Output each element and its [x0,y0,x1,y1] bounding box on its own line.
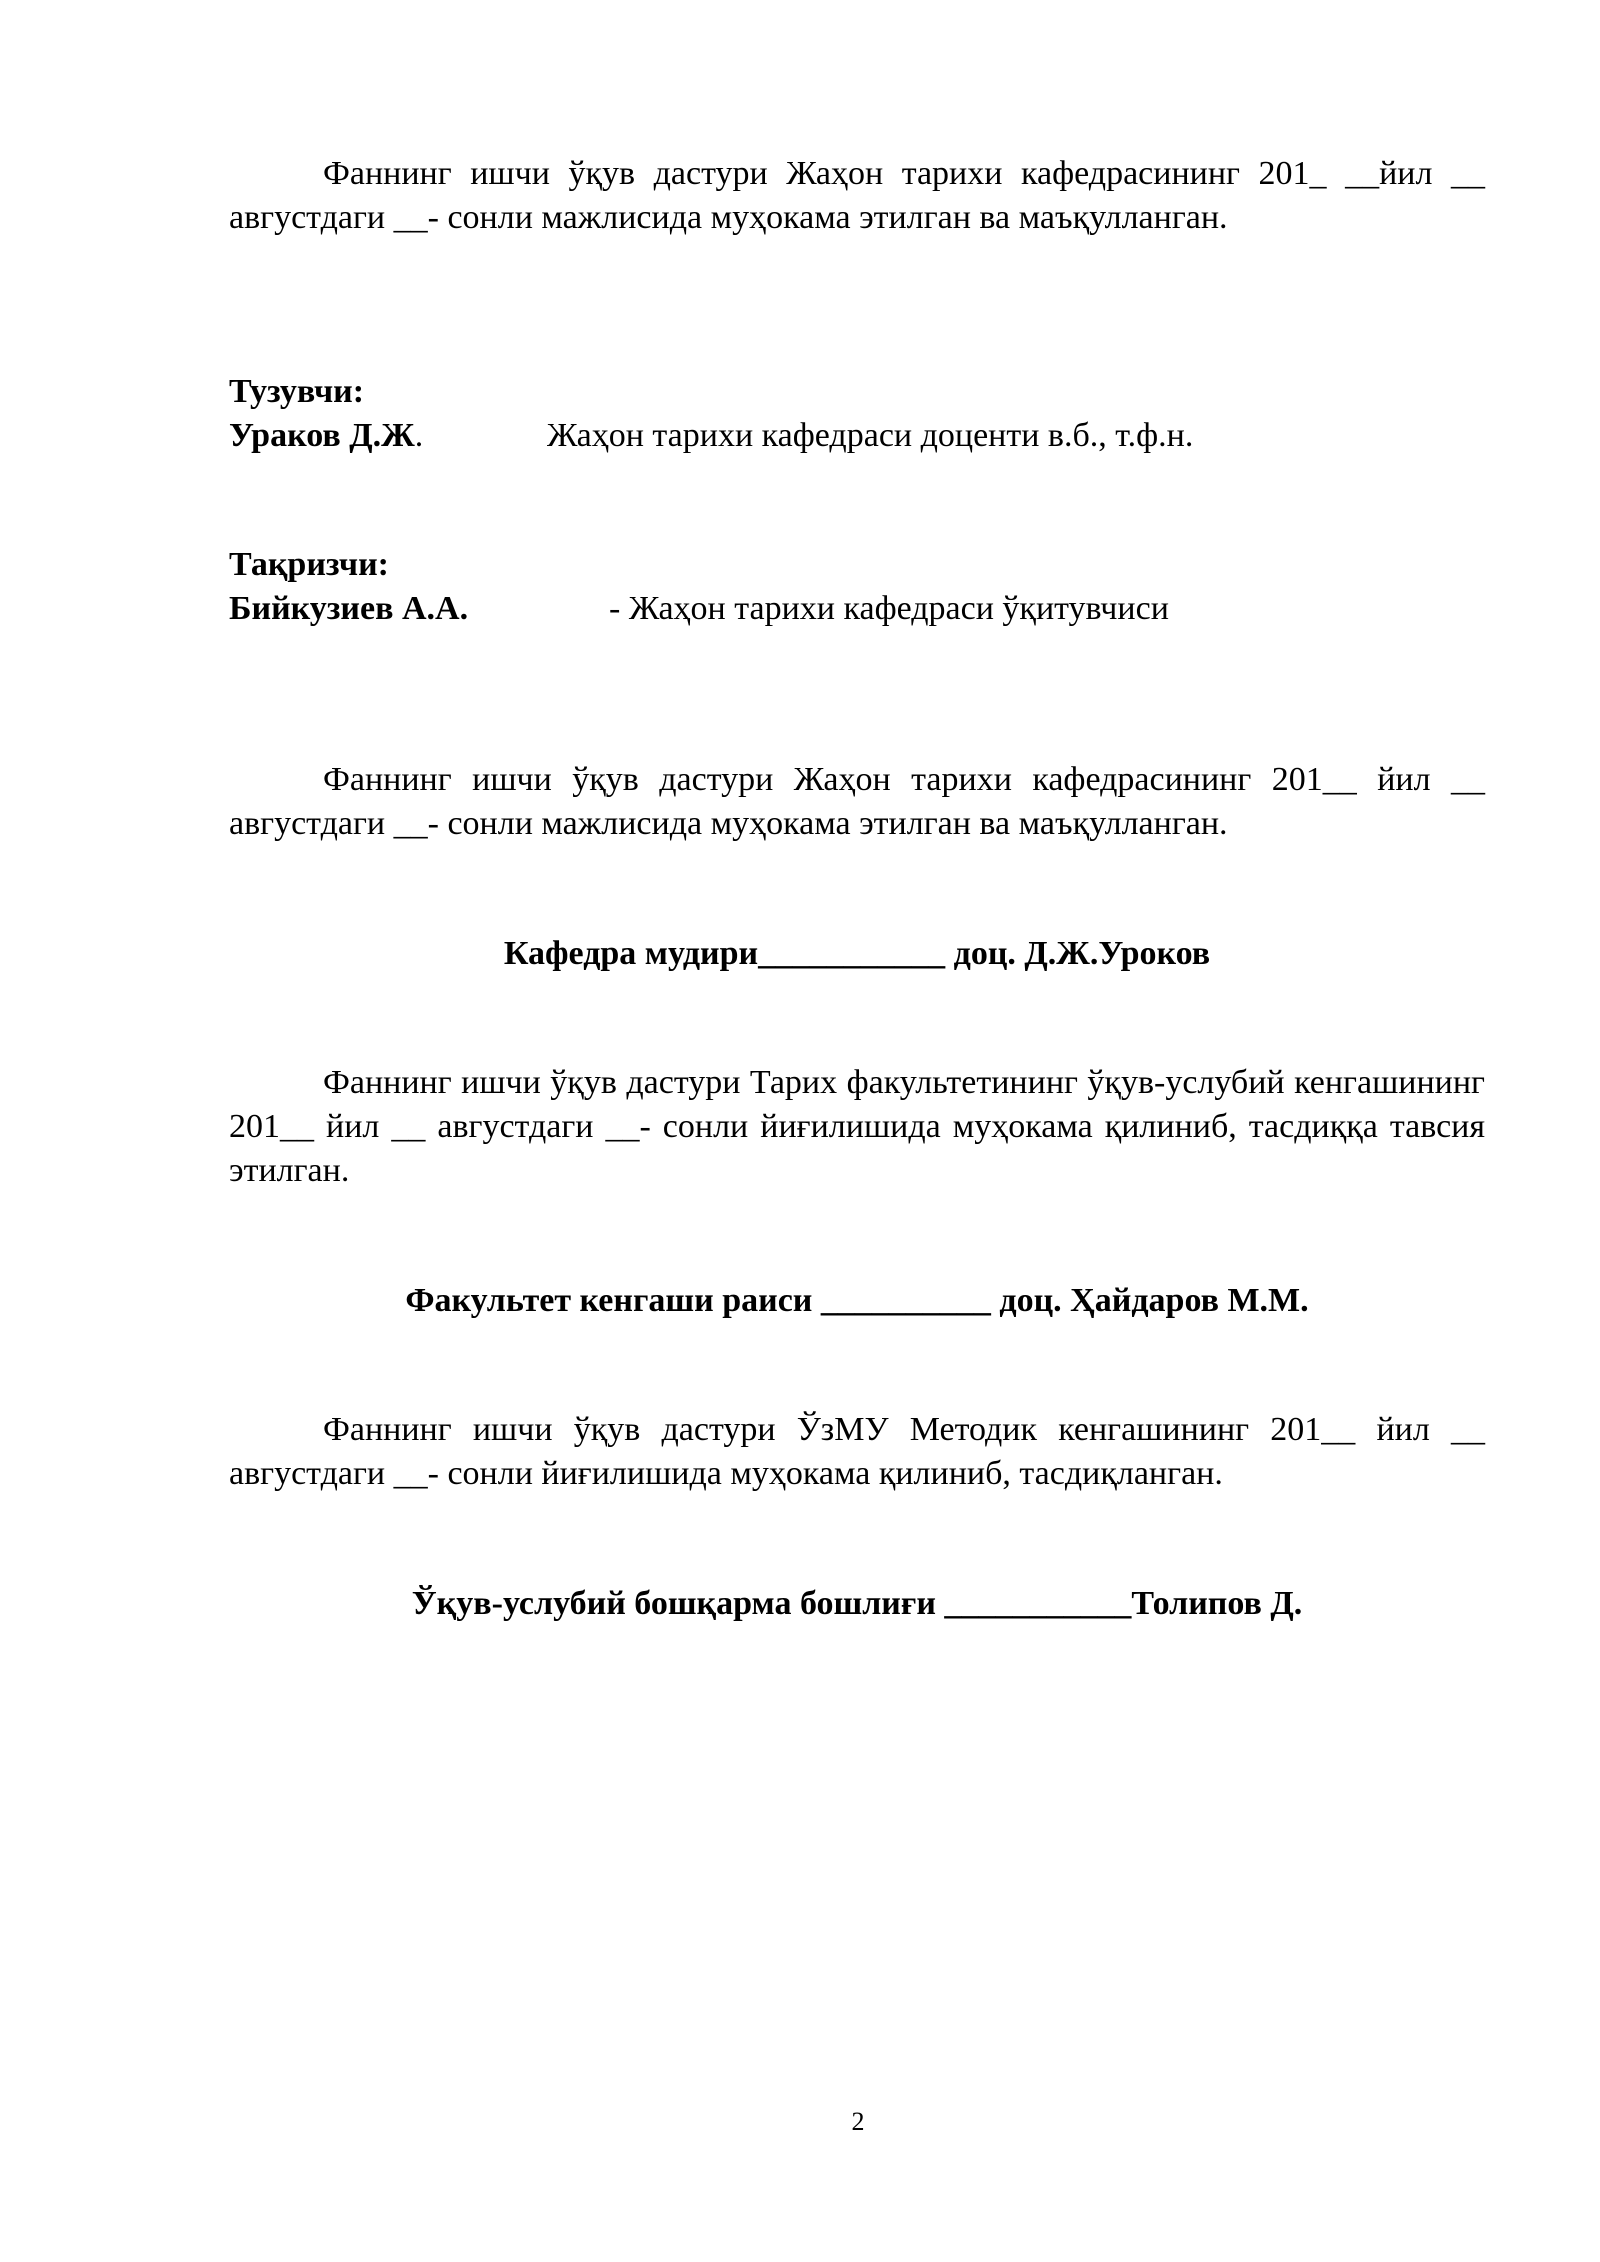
author-role: Жаҳон тарихи кафедраси доценти в.б., т.ф.н. [547,417,1194,454]
signature-faculty-council-chair: Факультет кенгаши раиси __________ доц. Ҳайдаров М.М. [405,1282,1309,1319]
reviewer-name: Бийкузиев А.А. [229,590,469,627]
paragraph-department-approval-2: Фаннинг ишчи ўқув дастури Жаҳон тарихи кафедрасининг 201__ йил __ августдаги __- сонли мажлисида муҳокама этилган ва маъқулланган. [229,761,1485,842]
author-name-line [229,414,423,458]
reviewer-role: - Жаҳон тарихи кафедраси ўқитувчиси [609,590,1169,627]
signature-methodical-department-head: Ўқув-услубий бошқарма бошлиғи ___________Толипов Д. [411,1585,1303,1622]
paragraph-faculty-council: Фаннинг ишчи ўқув дастури Тарих факультетининг ўқув-услубий кенгашининг 201__ йил __ августдаги __- сонли йиғилишида муҳокама қилиниб, тасдиққа тавсия этилган. [229,1064,1485,1189]
reviewer-heading: Тақризчи: [229,546,389,583]
author-heading: Тузувчи: [229,373,365,410]
paragraph-department-approval: Фаннинг ишчи ўқув дастури Жаҳон тарихи кафедрасининг 201_ __йил __ августдаги __- сонли мажлисида муҳокама этилган ва маъқулланган. [229,155,1485,236]
signature-department-head: Кафедра мудири___________ доц. Д.Ж.Уроков [503,935,1211,972]
paragraph-methodical-council: Фаннинг ишчи ўқув дастури ЎзМУ Методик кенгашининг 201__ йил __ августдаги __- сонли йиғилишида муҳокама қилиниб, тасдиқланган. [229,1411,1485,1492]
author-name: Ураков Д.Ж [229,417,415,454]
page-number: 2 [851,2107,865,2136]
author-name-dot: . [414,417,424,454]
